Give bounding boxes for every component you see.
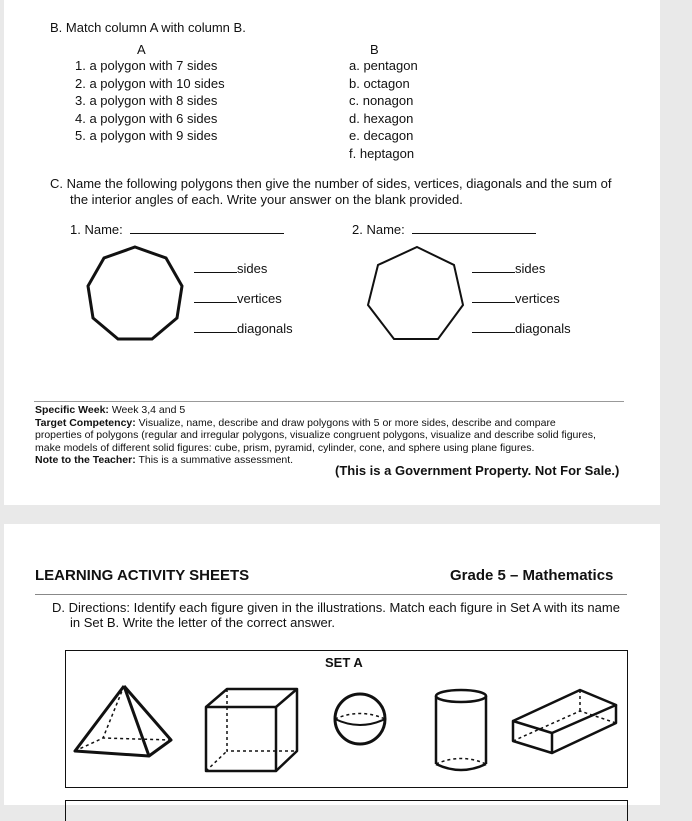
item-2-name-label: 2. Name: xyxy=(352,222,405,237)
diagonals-blank[interactable] xyxy=(194,321,237,333)
column-b-item: f. heptagon xyxy=(349,145,415,161)
worksheet-page-1 xyxy=(4,0,660,505)
pyramid-figure xyxy=(71,683,177,759)
column-a-list xyxy=(75,57,225,145)
item-2-answers xyxy=(472,254,571,344)
column-b-item: a. pentagon xyxy=(349,58,418,73)
item-2-name-row xyxy=(352,222,536,237)
diagonals-label: diagonals xyxy=(237,321,293,336)
column-b-item: b. octagon xyxy=(349,75,410,91)
rectangular-prism-figure xyxy=(510,687,622,757)
week-value: Week 3,4 and 5 xyxy=(108,404,186,416)
note-label: Note to the Teacher: xyxy=(35,454,136,467)
item-1-name-label: 1. Name: xyxy=(70,222,123,237)
column-a-item: 3. a polygon with 8 sides xyxy=(75,93,218,108)
column-b-item: e. decagon xyxy=(349,128,414,143)
column-a-header: A xyxy=(137,42,146,57)
column-b-header: B xyxy=(370,42,379,57)
cylinder-figure xyxy=(433,687,489,773)
item-1-name-blank[interactable] xyxy=(130,222,284,234)
sides-label: sides xyxy=(515,261,546,276)
nonagon-figure xyxy=(82,243,188,347)
column-a-item: 4. a polygon with 6 sides xyxy=(75,110,218,126)
week-label: Specific Week: xyxy=(35,404,109,416)
nonagon-shape xyxy=(88,247,182,339)
cube-figure xyxy=(203,685,303,775)
sheet-title: LEARNING ACTIVITY SHEETS xyxy=(35,567,250,584)
heptagon-shape xyxy=(368,247,463,339)
header-divider xyxy=(35,594,627,595)
diagonals-blank[interactable] xyxy=(472,321,515,333)
sides-blank[interactable] xyxy=(194,261,237,273)
set-b-box xyxy=(65,800,628,821)
section-c-line2: the interior angles of each. Write your answer on the blank provided. xyxy=(70,192,463,207)
note-value: This is a summative assessment. xyxy=(135,454,294,467)
section-b-heading: B. Match column A with column B. xyxy=(50,20,246,35)
column-a-item: 2. a polygon with 10 sides xyxy=(75,75,225,91)
sides-blank[interactable] xyxy=(472,261,515,273)
directions-line1: D. Directions: Identify each figure given in the illustrations. Match each figure in Set A with its name xyxy=(52,600,620,615)
column-b-item: d. hexagon xyxy=(349,110,414,126)
set-a-box xyxy=(65,650,628,788)
vertices-blank[interactable] xyxy=(472,291,515,303)
set-a-label: SET A xyxy=(325,655,363,670)
vertices-label: vertices xyxy=(515,291,560,306)
column-a-item: 5. a polygon with 9 sides xyxy=(75,128,218,143)
vertices-label: vertices xyxy=(237,291,282,306)
vertices-blank[interactable] xyxy=(194,291,237,303)
diagonals-label: diagonals xyxy=(515,321,571,336)
column-a-item: 1. a polygon with 7 sides xyxy=(75,58,218,73)
item-1-name-row xyxy=(70,222,284,237)
competency-line3: make models of different solid figures: cube, prism, pyramid, cylinder, cone, and sphere using plane figures. xyxy=(35,441,535,454)
item-1-answers xyxy=(194,254,293,344)
directions-line2: in Set B. Write the letter of the correct answer. xyxy=(70,615,335,630)
government-property-note: (This is a Government Property. Not For Sale.) xyxy=(335,463,620,478)
grade-subject: Grade 5 – Mathematics xyxy=(450,567,614,584)
competency-label: Target Competency: xyxy=(35,416,136,429)
column-b-item: c. nonagon xyxy=(349,93,414,108)
column-b-list xyxy=(349,57,418,162)
worksheet-page-2 xyxy=(4,524,660,805)
item-2-name-blank[interactable] xyxy=(412,222,536,234)
sides-label: sides xyxy=(237,261,268,276)
footer-divider xyxy=(34,401,624,402)
competency-line2: properties of polygons (regular and irregular polygons, visualize congruent polygons, visualize and describe solid figures, xyxy=(35,429,596,442)
competency-line1: Visualize, name, describe and draw polygons with 5 or more sides, describe and compare xyxy=(135,416,556,429)
section-c-line1: C. Name the following polygons then give the number of sides, vertices, diagonals and the sum of xyxy=(50,176,612,191)
footer-notes xyxy=(35,404,596,467)
sphere-figure xyxy=(332,691,388,747)
heptagon-figure xyxy=(362,243,468,347)
